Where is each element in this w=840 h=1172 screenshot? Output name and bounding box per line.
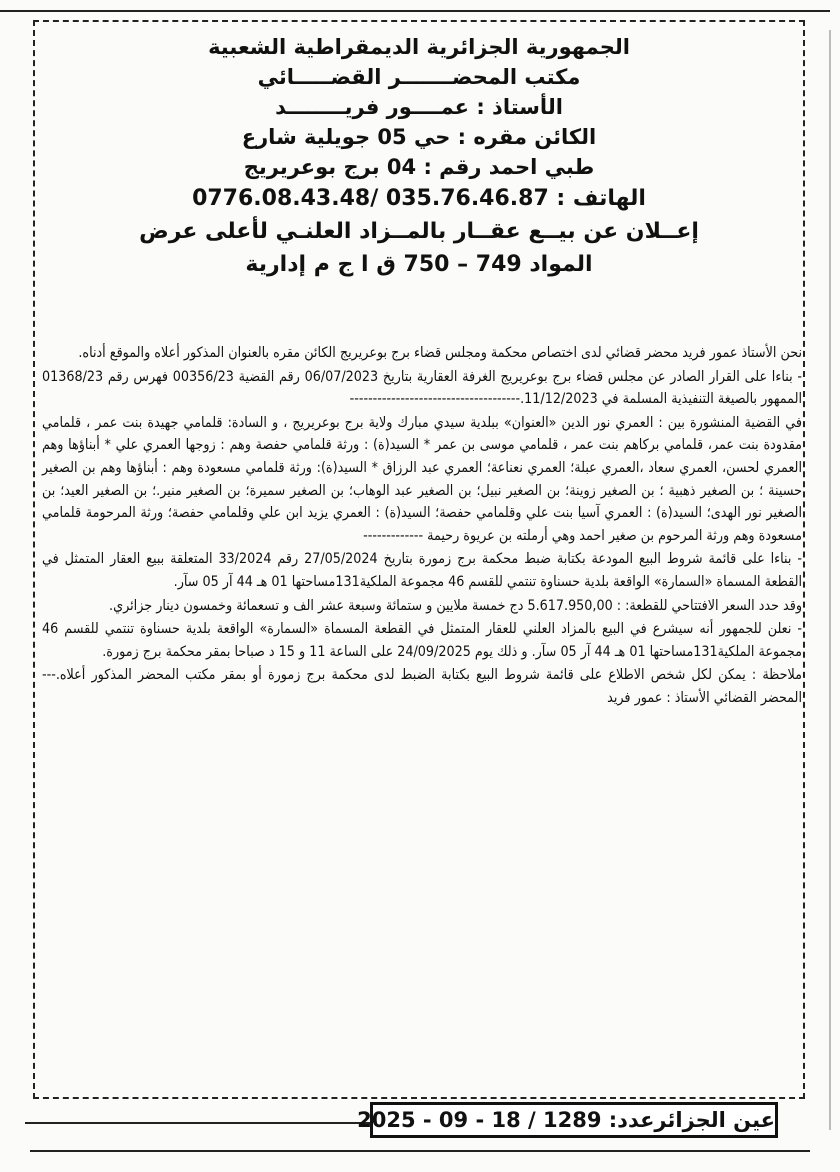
issue-number-tag: عين الجزائرعدد: 1289 / 18 - 09 - 2025 [370, 1102, 778, 1138]
next-announcement-edge [30, 1150, 810, 1172]
opening-price-paragraph: وقد حدد السعر الافتتاحي للقطعة: : 5.617.950,00 دج خمسة ملايين و ستمائة وسبعة عشر الف و تسعمائة وخمسون دينار جزائري. [109, 597, 802, 614]
court-decision-paragraph: - بناءا على القرار الصادر عن مجلس قضاء برج بوعريريج الغرفة العقارية بتاريخ 06/07/2023 رقم القضية 00356/23 فهرس رقم 01368/23 الممهور بالصيغة التنفيذية المسلمة في 11/12/2023.------------------------------------- [42, 368, 802, 408]
header-address-2: طبي احمد رقم : 04 برج بوعريريج [243, 155, 595, 179]
parties-paragraph: في القضية المنشورة بين : العمري نور الدين «العنوان» ببلدية سيدي مبارك ولاية برج بوعريريج ، و السادة: قلمامي جهيدة بنت عمر ، قلمامي مقدودة بنت عمر، قلمامي بركاهم بنت عمر ، قلمامي موسى بن عمر * السيد(ة) : ورثة قلمامي حفصة وهم : زوجها العمري علي * أبناؤها وهم العمري لحسن، العمري سعاد ،العمري عبلة؛ العمري نعناعة؛ العمري عبد الرزاق * السيد(ة): ورثة قلمامي مسعودة وهم : أبناؤها وهم بن الصغير حسينة ؛ بن الصغير ذهبية ؛ بن الصغير زوينة؛ بن الصغير نبيل؛ بن الصغير عبد الوهاب؛ بن الصغير سميرة؛ بن الصغير منير.؛ بن الصغير العيد؛ بن الصغير نور الهدى؛ السيد(ة) : العمري آسيا بنت علي وقلمامي حفصة؛ السيد(ة) : العمري يزيد ابن علي وقلمامي حفصة؛ ورثة المرحومة قلمامي مسعودة وهم ورثة المرحوم بن صغير احمد وهي أرملته بن عريوة رحيمة ------------- [42, 414, 802, 544]
header-phone: الهاتف : 035.76.46.87 /0776.08.43.48 [192, 186, 646, 211]
intro-paragraph: نحن الأستاذ عمور فريد محضر قضائي لدى اختصاص محكمة ومجلس قضاء برج بوعريريج الكائن مقره بالعنوان المذكور أعلاه والموقع أدناه. [78, 345, 802, 361]
note-paragraph: ملاحظة : يمكن لكل شخص الاطلاع على قائمة شروط البيع بكتابة الضبط لدى محكمة برج زمورة أو بمقر مكتب المحضر المذكور أعلاه.--- المحضر القضائي الأستاذ : عمور فريد [42, 667, 802, 706]
right-column-rule [829, 30, 831, 1130]
sale-conditions-paragraph: - بناءا على قائمة شروط البيع المودعة بكتابة ضبط محكمة برج زمورة بتاريخ 27/05/2024 رقم 33/2024 المتعلقة ببيع العقار المتمثل في القطعة المسماة «السمارة» الواقعة بلدية حسناوة تنتمي للقسم 46 مجموعة الملكية131مساحتها 01 هـ 44 آر 05 سآر. [42, 551, 802, 590]
top-rule [0, 10, 830, 12]
header-office: مكتب المحضـــــــر القضـــــائي [257, 65, 581, 89]
announcement-body [42, 342, 802, 711]
header-sale-title: إعــلان عن بيــع عقــار بالمــزاد العلنـي لأعلى عرض [139, 219, 699, 244]
header-bailiff-name: الأستاذ : عمــــور فريــــــــد [275, 95, 563, 119]
footer-rule [25, 1122, 370, 1124]
header-address-1: الكائن مقره : حي 05 جويلية شارع [241, 125, 597, 149]
header-articles: المواد 749 – 750 ق ا ج م إدارية [245, 252, 593, 277]
announcement-header [40, 32, 798, 281]
header-republic: الجمهورية الجزائرية الديمقراطية الشعبية [208, 35, 630, 59]
auction-notice-paragraph: - نعلن للجمهور أنه سيشرع في البيع بالمزاد العلني للعقار المتمثل في القطعة المسماة «السمارة» الواقعة بلدية حسناوة تنتمي للقسم 46 مجموعة الملكية131مساحتها 01 هـ 44 آر 05 سآر. و ذلك يوم 24/09/2025 على الساعة 11 و 15 د صباحا بمقر محكمة برج زمورة. [42, 621, 802, 660]
